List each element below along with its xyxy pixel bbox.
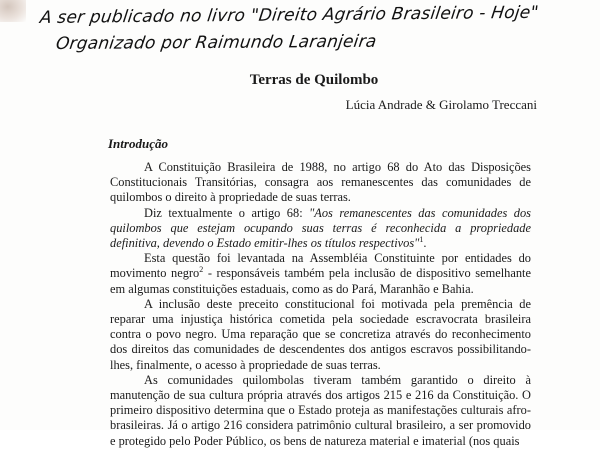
handwritten-note-line-1: A ser publicado no livro "Direito Agrário Brasileiro - Hoje" [38, 2, 540, 29]
section-heading: Introdução [108, 136, 168, 151]
paragraph-3-end: - responsáveis também pela inclusão de dispositivo semelhante em algumas constituições estaduais, como as do Pará, Maranhão e Bahia. [110, 266, 531, 296]
article-68-quote: "Aos remanescentes das comunidades dos quilombos que estejam ocupando suas terras é reconhecida a propriedade definitiva, devendo o Estado emitir-lhes os títulos respectivos" [110, 205, 531, 251]
handwritten-note-line-2: Organizado por Raimundo Laranjeira [54, 31, 378, 55]
document-authors: Lúcia Andrade & Girolamo Treccani [345, 97, 537, 112]
paragraph-2 [110, 206, 531, 252]
document-title: Terras de Quilombo [249, 72, 379, 88]
footnote-ref-1: 1 [419, 234, 424, 244]
body-text [110, 160, 531, 449]
paragraph-5: As comunidades quilombolas tiveram também garantido o direito à manutenção de sua cultura própria através dos artigos 215 e 216 da Constituição. O primeiro dispositivo determina que o Estado proteja as manifestações culturais afro-brasileiras. Já o artigo 216 considera patrimônio cultural brasileiro, a ser promovido e protegido pelo Poder Público, os bens de natureza material e imaterial (nos quais [110, 372, 531, 448]
paragraph-3-start: Esta questão foi levantada na Assembléia Constituinte por entidades do movimento negro [110, 251, 531, 281]
paragraph-2-intro: Diz textualmente o artigo 68: [144, 205, 310, 220]
paragraph-2-end: . [423, 236, 427, 251]
paragraph-1: A Constituição Brasileira de 1988, no artigo 68 do Ato das Disposições Constitucionais Transitórias, consagra aos remanescentes das comunidades de quilombos o direito à propriedade de suas terras. [110, 160, 531, 205]
corner-stain [0, 0, 26, 22]
footnote-ref-2: 2 [199, 265, 204, 275]
paragraph-3 [110, 251, 531, 297]
paragraph-4: A inclusão deste preceito constitucional foi motivada pela premência de reparar uma injustiça histórica cometida pela sociedade escravocrata brasileira contra o povo negro. Uma reparação que se concretiza através do reconhecimento dos direitos das comunidades de descendentes dos antigos escravos possibilitando-lhes, finalmente, o acesso à propriedade de suas terras. [110, 296, 531, 372]
